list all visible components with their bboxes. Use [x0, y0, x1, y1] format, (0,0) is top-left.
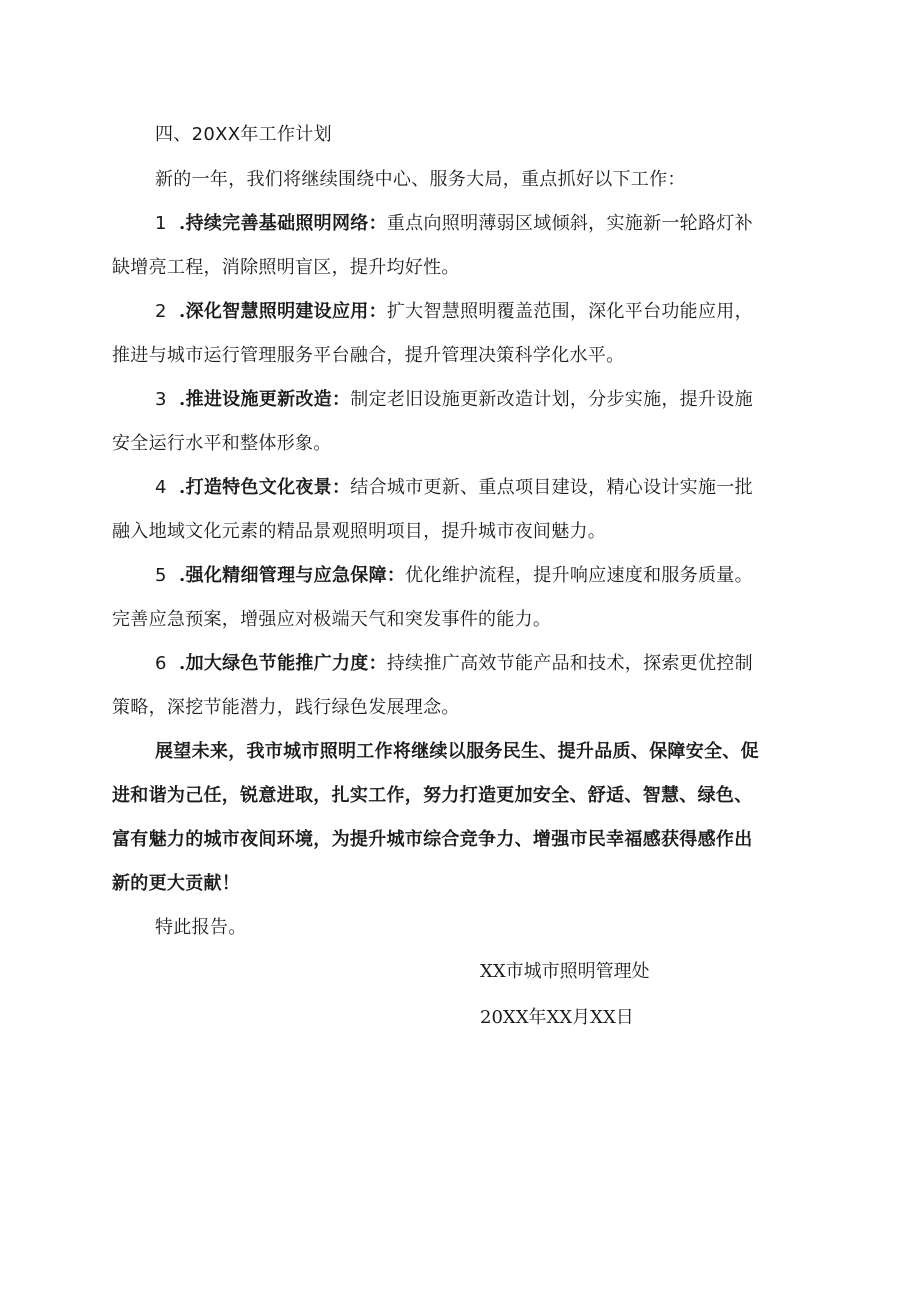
- plan-item-number: 2: [155, 301, 167, 322]
- plan-item-number: 5: [155, 565, 167, 586]
- plan-item-text: 扩大智慧照明覆盖范围，深化平台功能应用，: [386, 301, 753, 322]
- section-title: [155, 122, 855, 148]
- outlook-line-4: 新的更大贡献！: [112, 873, 241, 894]
- plan-item-text: 结合城市更新、重点项目建设，精心设计实施一批: [350, 477, 753, 498]
- outlook-line-2: 进和谐为己任，锐意进取，扎实工作，努力打造更加安全、舒适、智慧、绿色、: [112, 785, 753, 806]
- plan-item-text: 重点向照明薄弱区域倾斜，实施新一轮路灯补: [386, 213, 753, 234]
- signature-org: XX市城市照明管理处: [480, 961, 650, 982]
- plan-item-heading: .推进设施更新改造：: [179, 389, 351, 410]
- plan-item-text: 制定老旧设施更新改造计划，分步实施，提升设施: [350, 389, 753, 410]
- plan-item-number: 3: [155, 389, 167, 410]
- plan-item-2: [155, 299, 855, 325]
- plan-item-number: 4: [155, 477, 167, 498]
- outlook-line-3: 富有魅力的城市夜间环境，为提升城市综合竞争力、增强市民幸福感获得感作出: [112, 829, 753, 850]
- plan-item-5-cont: 完善应急预案，增强应对极端天气和突发事件的能力。: [112, 609, 552, 630]
- plan-item-text: 持续推广高效节能产品和技术，探索更优控制: [386, 653, 753, 674]
- plan-item-heading: .持续完善基础照明网络：: [179, 213, 387, 234]
- plan-item-6-cont: 策略，深挖节能潜力，践行绿色发展理念。: [112, 697, 460, 718]
- signature-date: 20XX年XX月XX日: [480, 1007, 634, 1028]
- plan-item-4-cont: 融入地域文化元素的精品景观照明项目，提升城市夜间魅力。: [112, 521, 607, 542]
- closing-text: 特此报告。: [155, 917, 247, 938]
- plan-item-5: [155, 563, 855, 589]
- plan-item-text: 优化维护流程，提升响应速度和服务质量。: [405, 565, 753, 586]
- plan-item-1: [155, 211, 855, 237]
- section-intro: 新的一年，我们将继续围绕中心、服务大局，重点抓好以下工作：: [155, 169, 686, 190]
- plan-item-number: 6: [155, 653, 167, 674]
- plan-item-heading: .深化智慧照明建设应用：: [179, 301, 387, 322]
- plan-item-heading: .加大绿色节能推广力度：: [179, 653, 387, 674]
- outlook-line-1: 展望未来，我市城市照明工作将继续以服务民生、提升品质、保障安全、促: [155, 741, 759, 762]
- plan-item-heading: .打造特色文化夜景：: [179, 477, 351, 498]
- plan-item-4: [155, 475, 855, 501]
- plan-item-2-cont: 推进与城市运行管理服务平台融合，提升管理决策科学化水平。: [112, 345, 625, 366]
- plan-item-6: [155, 651, 855, 677]
- section-title-text: 四、20XX年工作计划: [155, 124, 332, 145]
- plan-item-3-cont: 安全运行水平和整体形象。: [112, 433, 332, 454]
- plan-item-number: 1: [155, 213, 167, 234]
- plan-item-3: [155, 387, 855, 413]
- plan-item-heading: .强化精细管理与应急保障：: [179, 565, 406, 586]
- plan-item-1-cont: 缺增亮工程，消除照明盲区，提升均好性。: [112, 257, 460, 278]
